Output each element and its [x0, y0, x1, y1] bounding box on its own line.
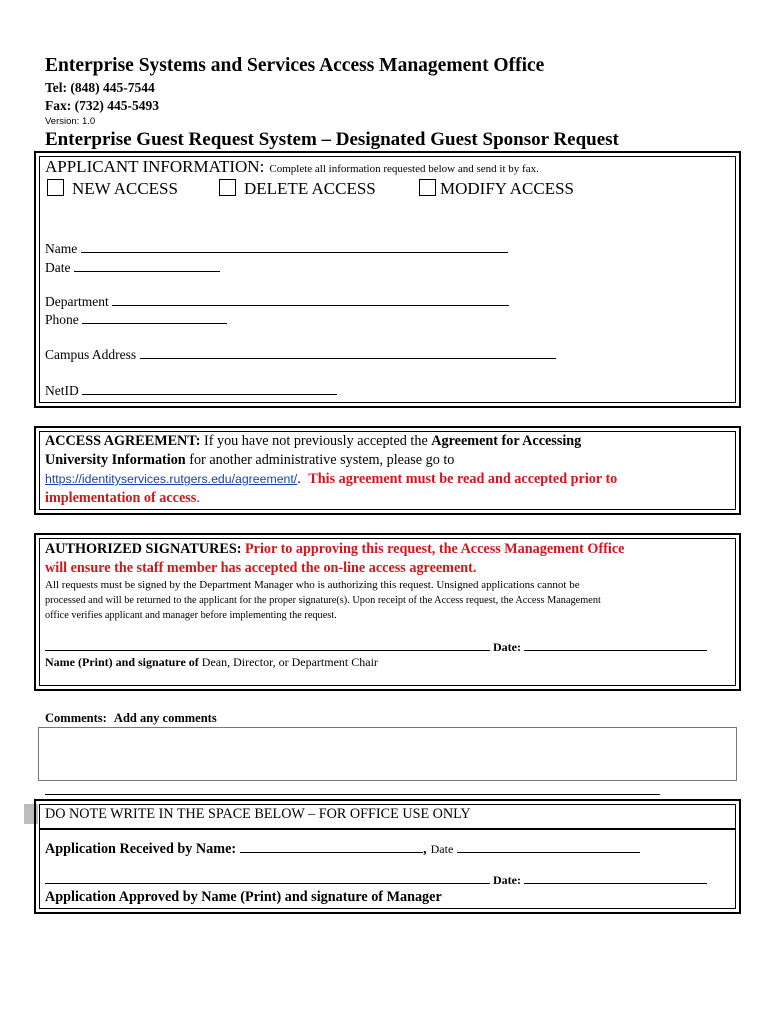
applicant-heading: APPLICANT INFORMATION:: [45, 157, 265, 176]
approved-signature-line[interactable]: [45, 882, 490, 884]
agreement-bold-1: Agreement for Accessing: [431, 433, 582, 449]
dean-date-label: Date:: [493, 640, 521, 654]
campus-address-field[interactable]: [45, 347, 556, 363]
new-access-label: NEW ACCESS: [72, 179, 178, 198]
date-line[interactable]: [74, 270, 220, 272]
delete-access-checkbox[interactable]: [219, 179, 236, 196]
new-access-option[interactable]: [47, 179, 178, 199]
tel-number: Tel: (848) 445-7544: [45, 80, 155, 95]
campus-address-line[interactable]: [140, 357, 556, 359]
received-date-label: Date: [430, 842, 454, 856]
date-field[interactable]: [45, 260, 220, 276]
comments-label: Comments:: [45, 711, 107, 725]
modify-access-option[interactable]: [419, 179, 574, 199]
received-name-line[interactable]: [240, 851, 423, 853]
comments-placeholder: Add any comments: [113, 711, 217, 725]
dean-name-label: Dean, Director, or Department Chair: [201, 655, 378, 669]
modify-access-label: MODIFY ACCESS: [440, 179, 574, 198]
signatures-heading: AUTHORIZED SIGNATURES:: [45, 541, 242, 557]
agreement-text-2: for another administrative system, please go to: [189, 452, 455, 468]
new-access-checkbox[interactable]: [47, 179, 64, 196]
dean-name-label-bold: Name (Print) and signature of: [45, 655, 199, 669]
phone-line[interactable]: [82, 322, 227, 324]
delete-access-label: DELETE ACCESS: [244, 179, 376, 198]
department-line[interactable]: [112, 304, 509, 306]
agreement-heading: ACCESS AGREEMENT:: [45, 433, 201, 449]
fax-number: Fax: (732) 445-5493: [45, 98, 159, 113]
agreement-warning-tail: .: [196, 490, 200, 506]
received-row[interactable]: [45, 840, 640, 858]
department-field[interactable]: [45, 294, 509, 310]
version-label: Version: 1.0: [45, 116, 96, 127]
signatures-body-3: office verifies applicant and manager before implementing the request.: [45, 610, 337, 621]
approved-signature-row[interactable]: [45, 873, 707, 888]
approved-label: Application Approved by Name (Print) and signature of Manager: [45, 889, 442, 905]
delete-access-option[interactable]: [219, 179, 376, 199]
dean-date-line[interactable]: [524, 649, 707, 651]
agreement-warning-1: This agreement must be read and accepted prior to: [308, 471, 618, 487]
office-title: Enterprise Systems and Services Access Management Office: [45, 55, 545, 76]
name-field[interactable]: [45, 241, 508, 257]
department-label: Department: [45, 294, 109, 309]
comments-underline: [45, 794, 660, 795]
received-separator: ,: [423, 842, 427, 857]
name-label: Name: [45, 241, 78, 256]
campus-address-label: Campus Address: [45, 347, 137, 362]
netid-line[interactable]: [82, 393, 337, 395]
received-date-line[interactable]: [457, 851, 640, 853]
office-heading: DO NOTE WRITE IN THE SPACE BELOW – FOR OFFICE USE ONLY: [45, 806, 471, 822]
phone-label: Phone: [45, 312, 79, 327]
received-label: Application Received by Name:: [45, 841, 237, 857]
form-title: Enterprise Guest Request System – Designated Guest Sponsor Request: [45, 129, 619, 150]
signatures-warning-2: will ensure the staff member has accepted the on-line access agreement.: [45, 560, 477, 576]
applicant-instructions: Complete all information requested below and send it by fax.: [269, 163, 539, 175]
dean-signature-line[interactable]: [45, 649, 490, 651]
signatures-body-2: processed and will be returned to the applicant for the proper signature(s). Upon receipt of the Access request, the Access Management: [45, 595, 601, 606]
signatures-body-1: All requests must be signed by the Department Manager who is authorizing this request. Unsigned applications cannot be: [45, 579, 580, 591]
agreement-text-1: If you have not previously accepted the: [203, 433, 428, 449]
netid-field[interactable]: [45, 383, 337, 399]
comments-textarea[interactable]: [38, 727, 737, 781]
modify-access-checkbox[interactable]: [419, 179, 436, 196]
signatures-warning-1: Prior to approving this request, the Access Management Office: [244, 541, 625, 557]
date-label: Date: [45, 260, 71, 275]
agreement-link[interactable]: https://identityservices.rutgers.edu/agreement/: [45, 472, 298, 486]
netid-label: NetID: [45, 383, 79, 398]
agreement-warning-2: implementation of access: [45, 490, 197, 506]
agreement-bold-2: University Information: [45, 452, 186, 468]
name-line[interactable]: [81, 251, 508, 253]
dean-signature-row[interactable]: [45, 640, 707, 655]
agreement-link-tail: .: [297, 471, 301, 487]
phone-field[interactable]: [45, 312, 227, 328]
approved-date-label: Date:: [493, 873, 521, 887]
approved-date-line[interactable]: [524, 882, 707, 884]
